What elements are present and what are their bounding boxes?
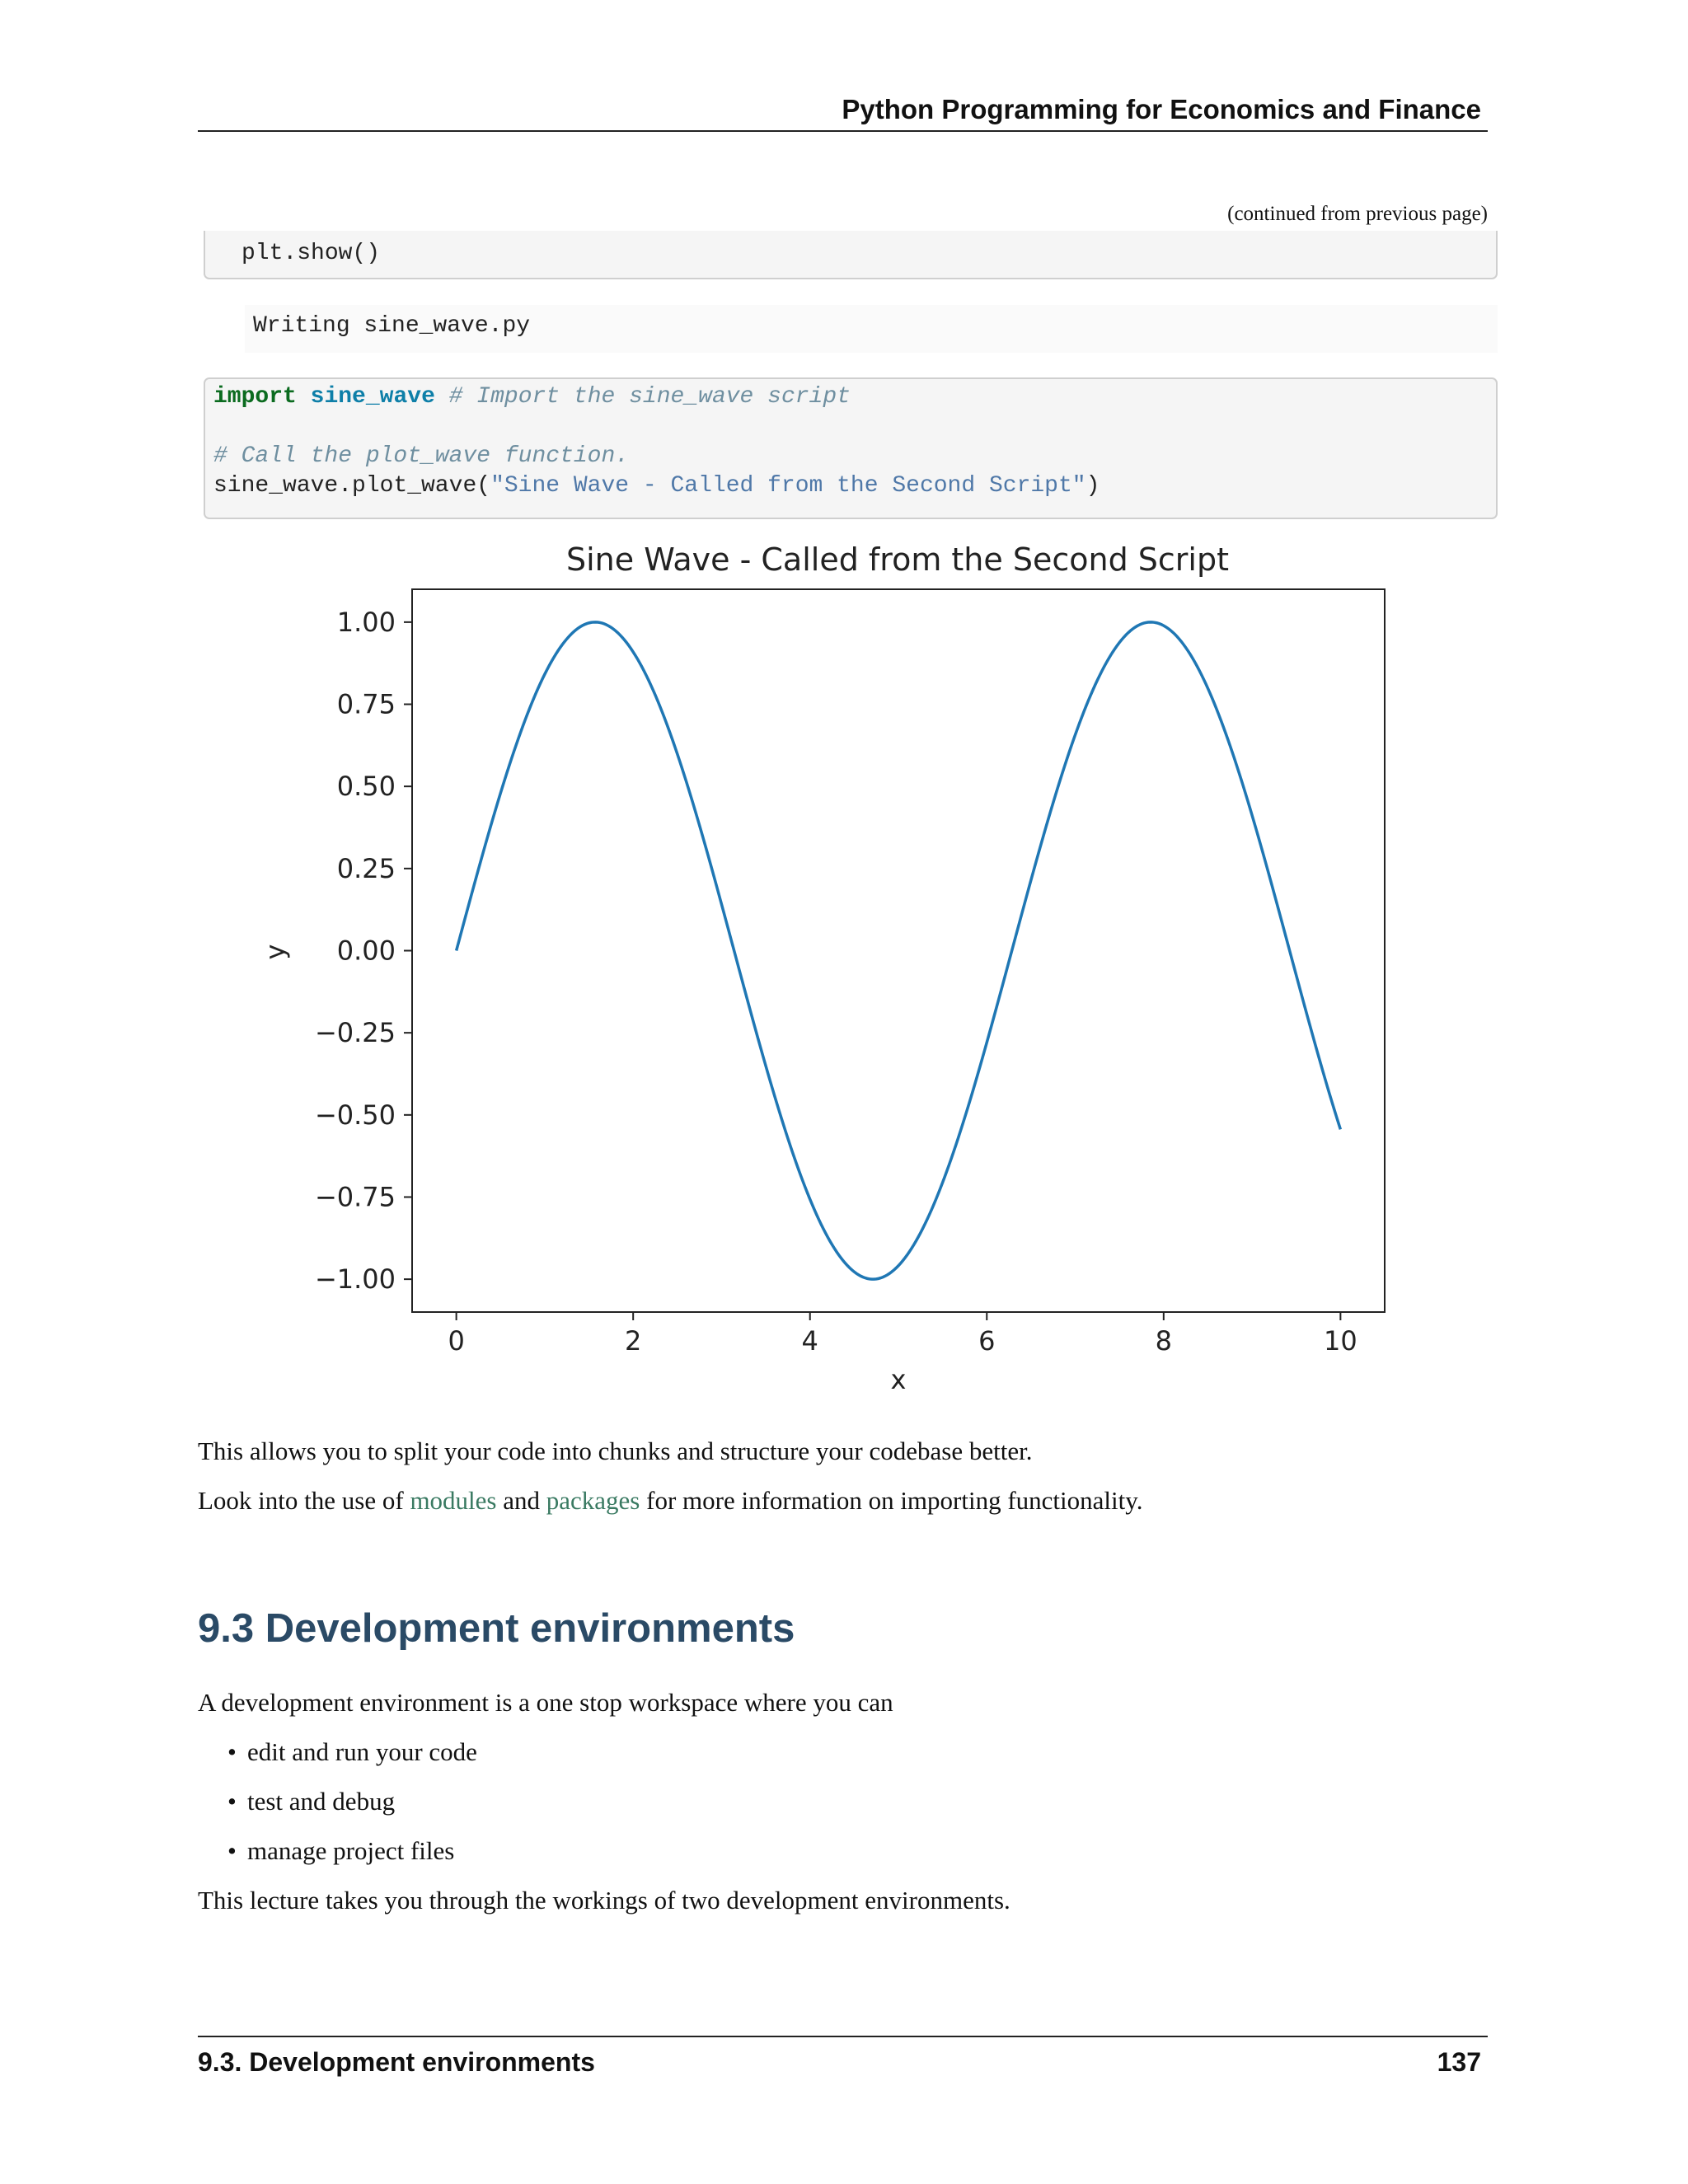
y-tick-label: 0.75	[336, 688, 396, 720]
code-line: plt.show()	[241, 241, 381, 266]
section-closing: This lecture takes you through the workings of two development environments.	[198, 1886, 1010, 1915]
page-number: 137	[1437, 2047, 1481, 2077]
function-call: sine_wave.plot_wave(	[213, 473, 491, 499]
close-paren: )	[1085, 473, 1100, 499]
y-tick-label: 0.00	[336, 935, 396, 967]
text: and	[496, 1486, 546, 1515]
list-item: • edit and run your code	[247, 1737, 477, 1767]
sine-wave-chart	[260, 540, 1418, 1413]
code-block-1	[204, 231, 1498, 279]
code-line-call	[213, 473, 1100, 499]
x-tick-label: 8	[1155, 1325, 1172, 1357]
x-tick-label: 4	[801, 1325, 818, 1357]
y-tick-label: −0.50	[314, 1099, 396, 1131]
paragraph-modules	[198, 1486, 1143, 1516]
page-footer	[198, 2036, 1488, 2087]
x-axis-label: x	[890, 1364, 907, 1395]
x-tick-label: 10	[1324, 1325, 1357, 1357]
x-tick-label: 0	[448, 1325, 465, 1357]
section-intro: A development environment is a one stop workspace where you can	[198, 1688, 893, 1717]
y-tick-label: 1.00	[336, 606, 396, 638]
chart-title: Sine Wave - Called from the Second Script	[566, 541, 1229, 578]
code-line-import	[213, 384, 851, 410]
string-literal: "Sine Wave - Called from the Second Script"	[490, 473, 1086, 499]
module-name: sine_wave	[310, 384, 435, 410]
output-block	[245, 305, 1498, 353]
y-axis	[315, 607, 412, 1295]
x-axis	[448, 1312, 1357, 1357]
y-axis-label: y	[260, 944, 291, 960]
list-item: • manage project files	[247, 1836, 454, 1866]
continued-note: (continued from previous page)	[1227, 203, 1488, 225]
modules-link[interactable]: modules	[410, 1486, 497, 1515]
code-block-2	[204, 377, 1498, 519]
import-keyword: import	[213, 384, 297, 410]
sine-series-line	[457, 622, 1341, 1279]
y-tick-label: 0.50	[336, 771, 396, 803]
y-tick-label: −0.25	[314, 1017, 396, 1049]
book-title: Python Programming for Economics and Finance	[842, 94, 1481, 124]
footer-section: 9.3. Development environments	[198, 2047, 595, 2077]
text: for more information on importing functionality.	[640, 1486, 1143, 1515]
x-tick-label: 6	[978, 1325, 996, 1357]
running-header	[198, 91, 1488, 132]
packages-link[interactable]: packages	[546, 1486, 640, 1515]
x-tick-label: 2	[625, 1325, 642, 1357]
list-item: • test and debug	[247, 1787, 395, 1816]
section-heading: 9.3 Development environments	[198, 1606, 795, 1651]
text: Look into the use of	[198, 1486, 410, 1515]
y-tick-label: −1.00	[314, 1263, 396, 1296]
y-tick-label: 0.25	[336, 852, 396, 884]
y-tick-label: −0.75	[314, 1181, 396, 1213]
output-text: Writing sine_wave.py	[253, 313, 531, 339]
code-comment: # Call the plot_wave function.	[213, 443, 630, 469]
plot-frame	[412, 589, 1385, 1312]
code-comment: # Import the sine_wave script	[448, 384, 851, 410]
paragraph-chunks: This allows you to split your code into chunks and structure your codebase better.	[198, 1436, 1033, 1465]
